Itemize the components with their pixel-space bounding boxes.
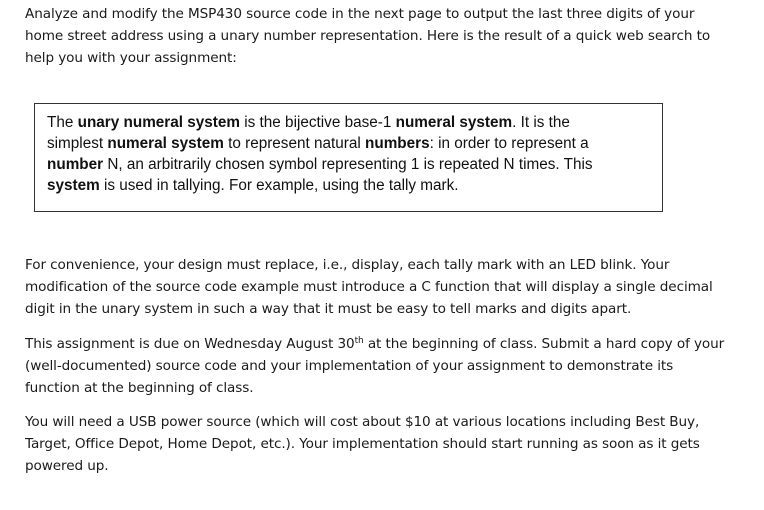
quote-bold-term: numeral system: [107, 135, 224, 152]
quote-bold-term: number: [47, 156, 104, 173]
intro-line: help you with your assignment:: [25, 50, 237, 66]
quote-bold-term: system: [47, 177, 100, 194]
usb-line: You will need a USB power source (which will cost about $10 at various locations including Best Buy,: [25, 414, 700, 430]
intro-line: Analyze and modify the MSP430 source code in the next page to output the last three digits of your: [25, 6, 695, 22]
quoted-definition-text: [47, 112, 650, 196]
quote-text-segment: The: [47, 114, 78, 131]
due-line: This assignment is due on Wednesday August 30: [25, 336, 355, 352]
quote-text-segment: . It is the: [512, 114, 570, 131]
quote-text-segment: : in order to represent a: [429, 135, 589, 152]
intro-line: home street address using a unary number representation. Here is the result of a quick web search to: [25, 28, 711, 44]
quote-text-segment: simplest: [47, 135, 108, 152]
convenience-paragraph: [25, 254, 745, 320]
convenience-line: modification of the source code example must introduce a C function that will display a single decimal: [25, 279, 713, 295]
usb-power-paragraph: [25, 411, 745, 477]
quote-bold-term: numbers: [365, 135, 430, 152]
quoted-definition-box: [34, 103, 663, 212]
convenience-line: For convenience, your design must replace, i.e., display, each tally mark with an LED blink. Your: [25, 257, 670, 273]
quote-text-segment: is the bijective base-1: [240, 114, 396, 131]
convenience-line: digit in the unary system in such a way that it must be easy to tell marks and digits apart.: [25, 301, 632, 317]
due-line: at the beginning of class. Submit a hard copy of your: [363, 336, 725, 352]
due-line: function at the beginning of class.: [25, 380, 254, 396]
quote-bold-term: unary numeral system: [77, 114, 240, 131]
due-line: (well-documented) source code and your implementation of your assignment to demonstrate its: [25, 358, 674, 374]
quote-bold-term: numeral system: [395, 114, 513, 131]
ordinal-suffix: th: [354, 336, 364, 346]
quote-text-segment: to represent natural: [223, 135, 365, 152]
quote-text-segment: is used in tallying. For example, using the tally mark.: [99, 177, 459, 194]
usb-line: powered up.: [25, 458, 109, 474]
quote-text-segment: N, an arbitrarily chosen symbol representing 1 is repeated N times. This: [103, 156, 593, 173]
intro-paragraph: [25, 3, 745, 69]
usb-line: Target, Office Depot, Home Depot, etc.). Your implementation should start running as soon as it gets: [25, 436, 700, 452]
due-date-paragraph: [25, 333, 745, 399]
